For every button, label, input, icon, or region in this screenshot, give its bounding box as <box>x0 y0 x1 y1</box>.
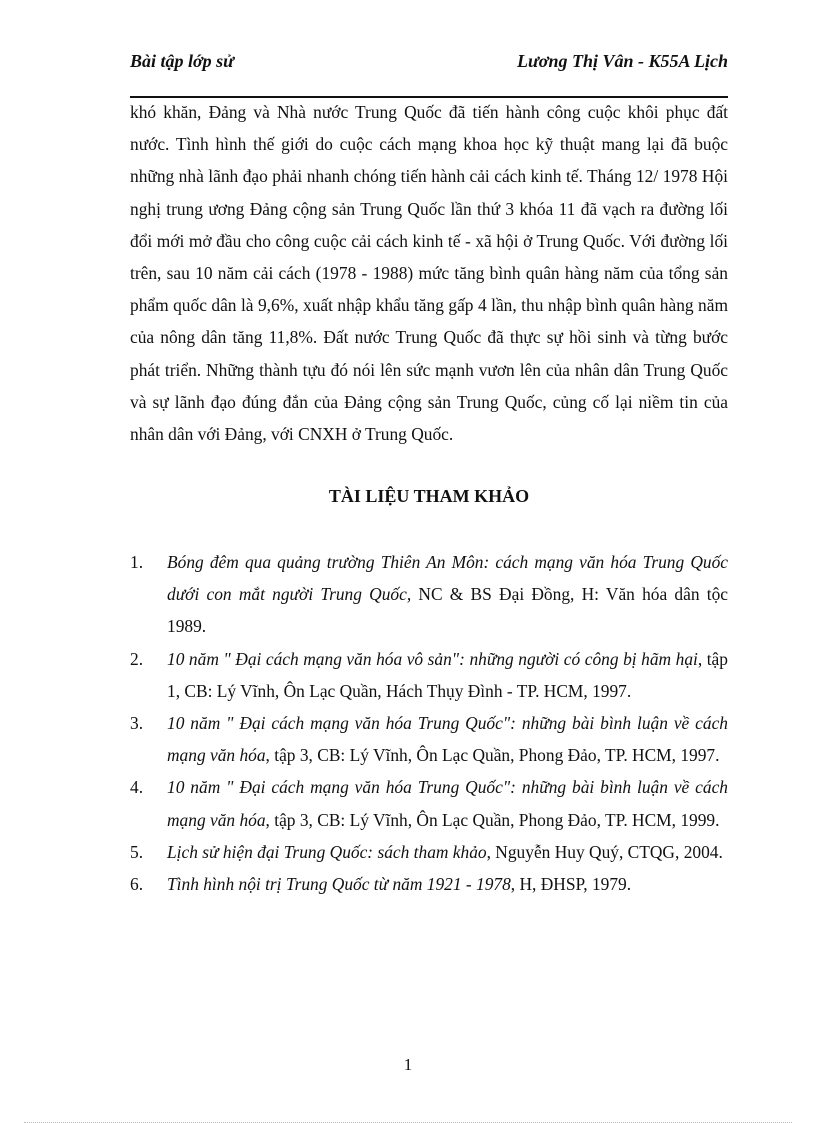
reference-title: Bóng đêm qua quảng trường Thiên An Môn: cách mạng văn hóa Trung Quốc dưới con mắt người Trung Quốc, <box>167 552 728 605</box>
reference-title: Tình hình nội trị Trung Quốc từ năm 1921 - 1978 <box>167 874 511 895</box>
reference-item-6 <box>130 868 728 900</box>
reference-number: 4. <box>130 777 144 798</box>
reference-item-2 <box>130 643 728 707</box>
reference-number: 2. <box>130 648 144 669</box>
references-list <box>130 546 728 900</box>
reference-details: , tập 1, CB: Lý Vĩnh, Ôn Lạc Quần, Hách Thụy Đình - TP. HCM, 1997. <box>167 648 728 701</box>
reference-details: , Nguyễn Huy Quý, CTQG, 2004. <box>486 841 723 862</box>
header-course-title: Bài tập lớp sử <box>130 51 234 71</box>
reference-title: 10 năm " Đại cách mạng văn hóa Trung Quốc": những bài bình luận về cách mạng văn hóa <box>167 713 728 766</box>
reference-details: NC & BS Đại Đồng, H: Văn hóa dân tộc 1989. <box>167 584 728 637</box>
reference-item-1 <box>130 546 728 643</box>
reference-title: 10 năm " Đại cách mạng văn hóa vô sản": những người có công bị hãm hại <box>167 648 698 669</box>
references-heading: TÀI LIỆU THAM KHẢO <box>328 486 530 506</box>
reference-item-4 <box>130 771 728 835</box>
reference-title: 10 năm " Đại cách mạng văn hóa Trung Quốc": những bài bình luận về cách mạng văn hóa <box>167 777 728 830</box>
reference-details: , tập 3, CB: Lý Vĩnh, Ôn Lạc Quần, Phong Đảo, TP. HCM, 1999. <box>265 809 720 830</box>
header-author: Lương Thị Vân - K55A Lịch <box>517 51 728 71</box>
reference-number: 6. <box>130 874 144 895</box>
reference-item-5 <box>130 836 728 868</box>
reference-details: , tập 3, CB: Lý Vĩnh, Ôn Lạc Quần, Phong Đảo, TP. HCM, 1997. <box>265 745 720 766</box>
body-paragraph: khó khăn, Đảng và Nhà nước Trung Quốc đã tiến hành công cuộc khôi phục đất nước. Tình hình thế giới do cuộc cách mạng khoa học kỹ thuật mang lại đã buộc những nhà lãnh đạo phải nhanh chóng tiến hành cải cách kinh tế. Tháng 12/ 1978 Hội nghị trung ương Đảng cộng sản Trung Quốc lần thứ 3 khóa 11 đã vạch ra đường lối đổi mới mở đầu cho công cuộc cải cách kinh tế - xã hội ở Trung Quốc. Với đường lối trên, sau 10 năm cải cách (1978 - 1988) mức tăng bình quân hàng năm của tổng sản phẩm quốc dân là 9,6%, xuất nhập khẩu tăng gấp 4 lần, thu nhập bình quân hàng năm của nông dân tăng 11,8%. Đất nước Trung Quốc đã thực sự hồi sinh và từng bước phát triển. Những thành tựu đó nói lên sức mạnh vươn lên của nhân dân Trung Quốc và sự lãnh đạo đúng đắn của Đảng cộng sản Trung Quốc, củng cố lại niềm tin của nhân dân với Đảng, với CNXH ở Trung Quốc. <box>130 102 728 445</box>
reference-title: Lịch sử hiện đại Trung Quốc: sách tham khảo <box>167 841 487 862</box>
page-number: 1 <box>403 1055 413 1074</box>
reference-item-3 <box>130 707 728 771</box>
reference-details: , H, ĐHSP, 1979. <box>510 874 632 895</box>
page-header <box>130 50 728 98</box>
reference-number: 5. <box>130 841 144 862</box>
reference-number: 1. <box>130 552 144 572</box>
reference-number: 3. <box>130 713 144 734</box>
